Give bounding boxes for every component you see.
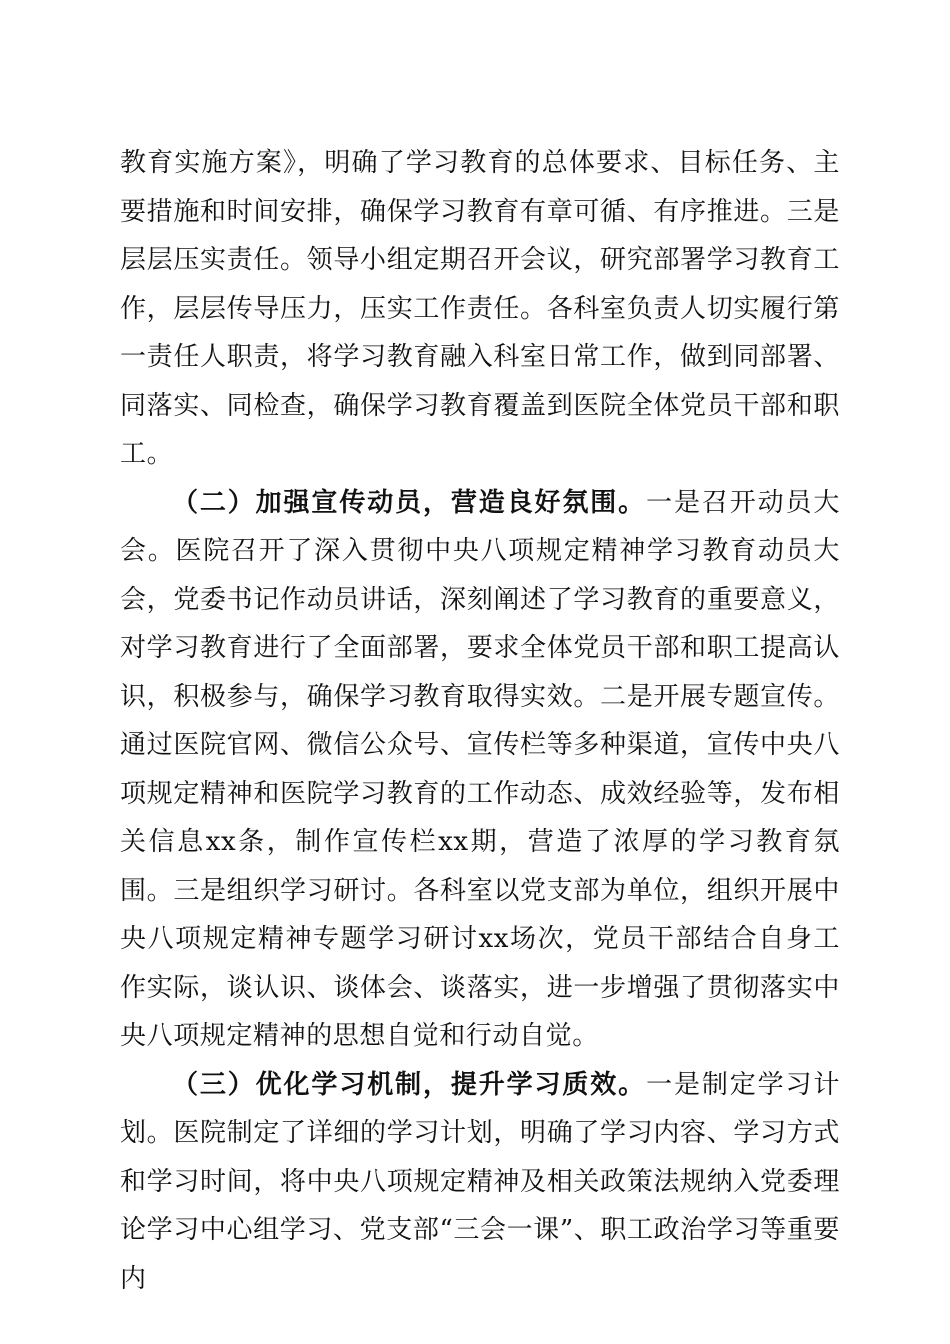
continuation-paragraph bbox=[120, 139, 840, 479]
section-2-heading: （二）加强宣传动员，营造良好氛围。 bbox=[172, 487, 647, 518]
section-3-heading: （三）优化学习机制，提升学习质效。 bbox=[172, 1069, 647, 1100]
section-3-body: 一是制定学习计划。医院制定了详细的学习计划，明确了学习内容、学习方式和学习时间，将中央八项规定精神及相关政策法规纳入党委理论学习中心组学习、党支部“三会一课”、职工政治学习等重要内 bbox=[120, 1069, 840, 1294]
section-2-body: 一是召开动员大会。医院召开了深入贯彻中央八项规定精神学习教育动员大会，党委书记作动员讲话，深刻阐述了学习教育的重要意义，对学习教育进行了全面部署，要求全体党员干部和职工提高认识，积极参与，确保学习教育取得实效。二是开展专题宣传。通过医院官网、微信公众号、宣传栏等多种渠道，宣传中央八项规定精神和医院学习教育的工作动态、成效经验等，发布相关信息xx条，制作宣传栏xx期，营造了浓厚的学习教育氛围。三是组织学习研讨。各科室以党支部为单位，组织开展中央八项规定精神专题学习研讨xx场次，党员干部结合自身工作实际，谈认识、谈体会、谈落实，进一步增强了贯彻落实中央八项规定精神的思想自觉和行动自觉。 bbox=[120, 487, 840, 1051]
section-3-paragraph bbox=[120, 1061, 840, 1304]
continuation-text: 教育实施方案》，明确了学习教育的总体要求、目标任务、主要措施和时间安排，确保学习教育有章可循、有序推进。三是层层压实责任。领导小组定期召开会议，研究部署学习教育工作，层层传导压力，压实工作责任。各科室负责人切实履行第一责任人职责，将学习教育融入科室日常工作，做到同部署、同落实、同检查，确保学习教育覆盖到医院全体党员干部和职工。 bbox=[120, 148, 840, 469]
section-2-paragraph bbox=[120, 479, 840, 1061]
document-body bbox=[120, 139, 840, 1303]
